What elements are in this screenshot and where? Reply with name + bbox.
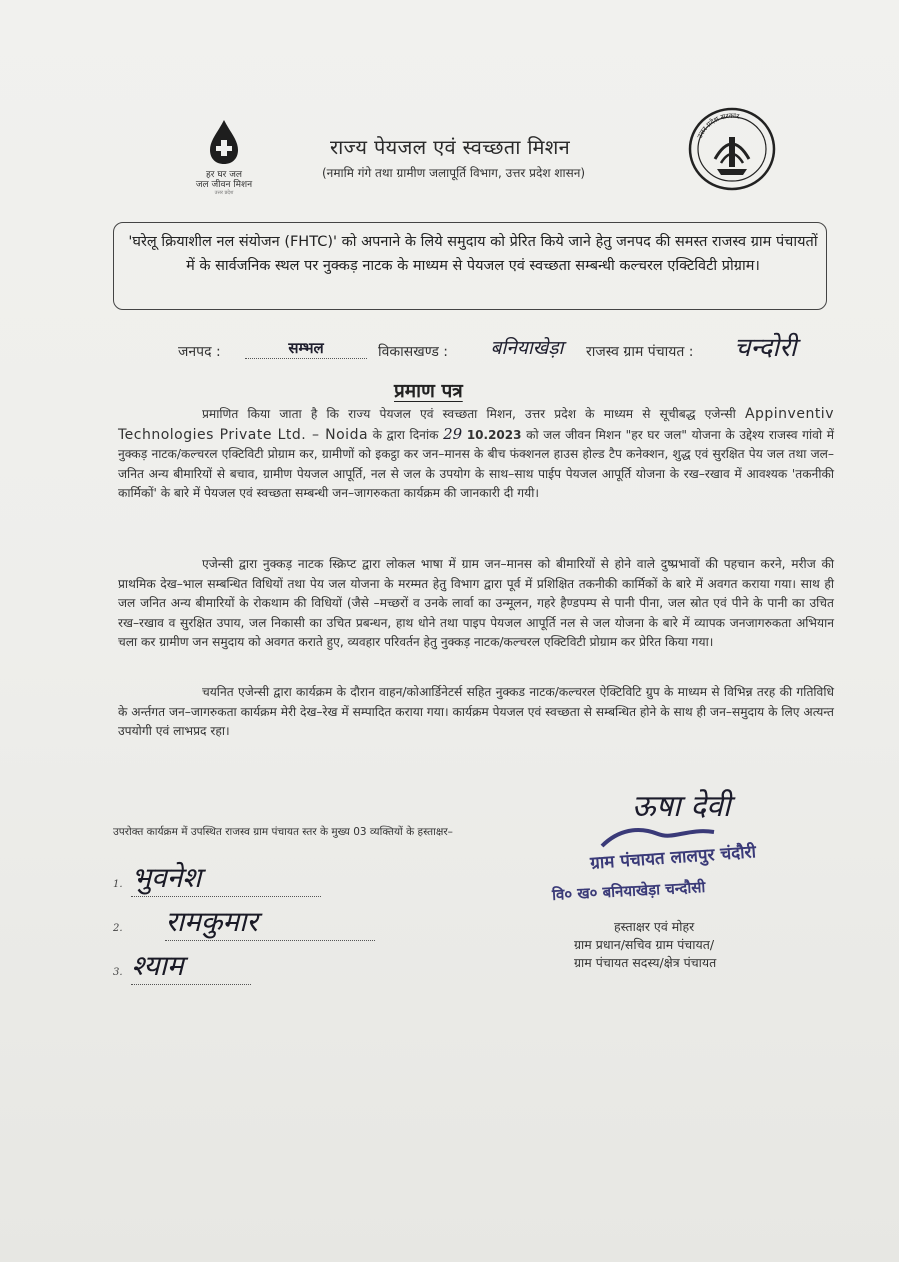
svg-text:उत्तर प्रदेश सरकार: [696, 112, 740, 140]
signatory-3: [113, 946, 251, 985]
signature-caption: [574, 918, 774, 972]
agency-name: Appinventiv Technologies Private Ltd. – Noida: [118, 406, 834, 443]
panchayat-stamp-line2: वि० ख० बनियाखेड़ा चन्दौसी: [551, 877, 706, 905]
certificate-title: प्रमाण पत्र: [394, 380, 463, 402]
signatory-1-number: 1.: [113, 879, 123, 890]
signatures-note: उपरोक्त कार्यक्रम में उपस्थित राजस्व ग्राम पंचायत स्तर के मुख्य 03 व्यक्तियों के हस्ताक्षर–: [113, 826, 453, 838]
panchayat-stamp-line1: ग्राम पंचायत लालपुर चंदौरी: [589, 842, 757, 874]
caption-line3: ग्राम पंचायत सदस्य/क्षेत्र पंचायत: [574, 955, 717, 970]
signatory-3-name: श्याम: [131, 949, 184, 982]
mission-title: राज्य पेयजल एवं स्वच्छता मिशन: [330, 135, 571, 159]
p1-date-label: के द्वारा दिनांक: [372, 427, 439, 442]
p1-date-handwritten: 29: [443, 424, 463, 443]
paragraph-2: [118, 555, 834, 653]
p2-body: एजेन्सी द्वारा नुक्कड़ नाटक स्क्रिप्ट द्वारा लोकल भाषा में ग्राम जन–मानस को बीमारियों से होने वाले दुष्प्रभावों की पहचान करने, मरीज की प्राथमिक देख–भाल सम्बन्धित विधियों तथा पेय जल योजना के मरम्मत हेतु विभाग द्वारा पूर्व में प्रशिक्षित तकनीकी कार्मिकों के बारे में अवगत कराया गया। साथ ही जल जनित अन्य बीमारियों के रोकथाम की विधियों (जैसे –मच्छरों व उनके लार्वा का उन्मूलन, गहरे हैण्डपम्प से पानी पीना, जल स्रोत एवं पीने के पानी का उचित रख–रखाव व सुरक्षित उपाय, जल निकासी का उचित प्रबन्धन, हाथ धोने तथा पाइप पेयजल आपूर्ति नल से जल योजना के बारे में व्यापक जनजागरुकता अभियान चला कर ग्रामीण जन समुदाय को अवगत कराते हुए, व्यवहार परिवर्तन हेतु नुक्कड़ नाटक/कल्चरल एक्टिविटी प्रोग्राम कर प्रेरित किया गया।: [118, 557, 834, 649]
seal-text: उत्तर प्रदेश सरकार: [695, 111, 740, 140]
signatory-1: [113, 858, 321, 897]
paragraph-3: [118, 683, 834, 742]
signatory-2: [113, 902, 375, 941]
signatory-1-name: भुवनेश: [131, 861, 202, 894]
logo-line3: उत्तर प्रदेश: [214, 190, 234, 196]
caption-line1: हस्ताक्षर एवं मोहर: [614, 919, 695, 934]
vikaskhand-label: विकासखण्ड :: [378, 344, 449, 360]
gram-panchayat-label: राजस्व ग्राम पंचायत :: [586, 344, 694, 360]
up-government-seal-icon: [687, 107, 777, 191]
signatory-2-number: 2.: [113, 923, 123, 934]
p3-body: चयनित एजेन्सी द्वारा कार्यक्रम के दौरान वाहन/कोआर्डिनेटर्स सहित नुक्कड नाटक/कल्चरल ऐक्टिविटि ग्रुप के माध्यम से विभिन्न तरह की गतिविधि के अर्न्तगत जन–जागरुकता कार्यक्रम मेरी देख–रेख में सम्पादित कराया गया। कार्यक्रम पेयजल एवं स्वच्छता से सम्बन्धित होने के साथ ही जन–समुदाय के लिए अत्यन्त उपयोगी एवं लाभप्रद रहा।: [118, 685, 834, 738]
signatory-2-name: रामकुमार: [165, 905, 258, 938]
logo-line2: जल जीवन मिशन: [195, 180, 253, 190]
program-description: 'घरेलू क्रियाशील नल संयोजन (FHTC)' को अपनाने के लिये समुदाय को प्रेरित किये जाने हेतु जनपद की समस्त राजस्व ग्राम पंचायतों में के सार्वजनिक स्थल पर नुक्कड़ नाटक के माध्यम से पेयजल एवं स्वच्छता सम्बन्धी कल्चरल एक्टिविटी प्रोग्राम।: [128, 234, 818, 274]
vikaskhand-value: बनियाखेड़ा: [490, 337, 564, 359]
signatory-3-number: 3.: [113, 967, 123, 978]
paragraph-1: [118, 405, 834, 504]
gram-panchayat-value: चन्दोरी: [734, 333, 797, 363]
caption-line2: ग्राम प्रधान/सचिव ग्राम पंचायत/: [574, 937, 715, 952]
p1-date: 10.2023: [466, 427, 522, 442]
har-ghar-jal-logo: [188, 118, 260, 197]
p1-body: को जल जीवन मिशन "हर घर जल" योजना के उद्देश्य राजस्व गांवो में नुक्कड़ नाटक/कल्चरल एक्टिविटी प्रोग्राम कर, ग्रामीणों को इकट्ठा कर जन–मानस के बीच फंक्शनल हाउस होल्ड टैप कनेक्शन, शुद्ध एवं सुरक्षित पेय जल तथा जल–जनित अन्य बीमारियों से बचाव, ग्रामीण पेयजल आपूर्ति, नल से जल के उपयोग के साथ–साथ पाईप पेयजल आपूर्ति योजना के रख–रखाव में आवश्यक 'तकनीकी कार्मिकों' के बारे में पेयजल एवं स्वच्छता सम्बन्धी जन–जागरुकता कार्यक्रम की जानकारी दी गयी।: [118, 427, 835, 500]
mission-subtitle: (नमामि गंगे तथा ग्रामीण जलापूर्ति विभाग, उत्तर प्रदेश शासन): [322, 166, 586, 180]
p1-intro: प्रमाणित किया जाता है कि राज्य पेयजल एवं स्वच्छता मिशन, उत्तर प्रदेश के माध्यम से सूचीबद्ध एजेन्सी: [202, 407, 736, 421]
water-drop-icon: [204, 118, 244, 166]
janpad-value: सम्भल: [288, 339, 324, 357]
official-signature: ऊषा देवी: [632, 789, 731, 824]
logo-line1: हर घर जल: [206, 170, 242, 180]
janpad-label: जनपद :: [178, 344, 221, 360]
